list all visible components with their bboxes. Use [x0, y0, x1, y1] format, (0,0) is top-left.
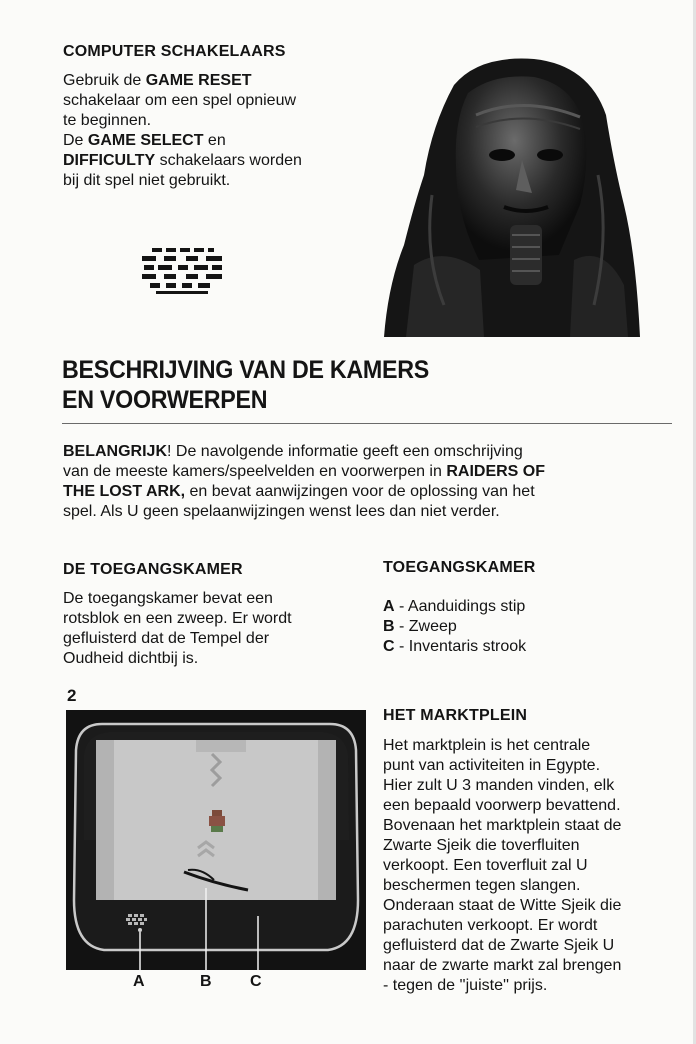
page-number: 2 — [67, 686, 77, 705]
market-line: punt van activiteiten in Egypte. — [383, 757, 601, 774]
switches-heading: COMPUTER SCHAKELAARS — [63, 43, 286, 60]
important-line — [63, 442, 673, 462]
legend-item — [383, 617, 663, 637]
section-title — [62, 355, 508, 415]
screen-label-c: C — [250, 973, 262, 990]
screen-label-b: B — [200, 973, 212, 990]
switches-text-run: bij dit spel niet gebruikt. — [63, 172, 231, 189]
important-notice — [63, 442, 673, 522]
market-line: verkoopt. Een toverfluit zal U — [383, 857, 588, 874]
entrance-line: De toegangskamer bevat een — [63, 590, 273, 607]
entrance-line: rotsblok en een zweep. Er wordt — [63, 610, 292, 627]
switches-text-run: schakelaar om een spel opnieuw — [63, 92, 297, 109]
switches-text-run: schakelaars worden — [155, 152, 302, 169]
important-text-run: en bevat aanwijzingen voor de oplossing van het — [185, 483, 535, 500]
switches-line — [63, 71, 363, 91]
entrance-text — [63, 589, 363, 669]
switches-text-run: DIFFICULTY — [63, 152, 156, 169]
switches-text-run: GAME SELECT — [87, 132, 204, 149]
market-text — [383, 736, 683, 996]
entrance-line: gefluisterd dat de Tempel der — [63, 630, 270, 647]
important-line — [63, 482, 673, 502]
entrance-heading: DE TOEGANGSKAMER — [63, 561, 243, 578]
pharaoh-statue-illustration — [384, 55, 640, 337]
section-title-line1: BESCHRIJVING VAN DE KAMERS — [62, 356, 429, 384]
legend-description: - Zweep — [394, 618, 457, 635]
market-line: gefluisterd dat de Zwarte Sjeik U — [383, 937, 615, 954]
important-text-run: ! De navolgende informatie geeft een omschrijving — [167, 443, 523, 460]
game-screen-illustration — [66, 710, 366, 970]
switches-line — [63, 111, 363, 131]
heading-rule — [62, 423, 672, 424]
market-line: - tegen de ''juiste'' prijs. — [383, 977, 548, 994]
entrance-line: Oudheid dichtbij is. — [63, 650, 199, 667]
legend-list — [383, 597, 663, 657]
market-heading: HET MARKTPLEIN — [383, 707, 528, 724]
legend-heading: TOEGANGSKAMER — [383, 559, 536, 576]
switches-text-run: Gebruik de — [63, 72, 146, 89]
important-text-run: RAIDERS OF — [446, 463, 545, 480]
legend-letter: B — [383, 618, 395, 635]
market-line: een bepaald voorwerp bevattend. — [383, 797, 621, 814]
legend-letter: A — [383, 598, 395, 615]
market-line: Bovenaan het marktplein staat de — [383, 817, 622, 834]
market-line: parachuten verkoopt. Er wordt — [383, 917, 598, 934]
market-line: Het marktplein is het centrale — [383, 737, 591, 754]
emblem-icon — [140, 246, 226, 296]
important-text-run: BELANGRIJK — [63, 443, 168, 460]
switches-text — [63, 71, 363, 191]
screen-label-a: A — [133, 973, 145, 990]
section-title-line2: EN VOORWERPEN — [62, 386, 268, 414]
switches-text-run: en — [203, 132, 226, 149]
market-line: Zwarte Sjeik die toverfluiten — [383, 837, 580, 854]
switches-line — [63, 91, 363, 111]
important-text-run: THE LOST ARK, — [63, 483, 186, 500]
market-line: Onderaan staat de Witte Sjeik die — [383, 897, 622, 914]
switches-line — [63, 131, 363, 151]
switches-text-run: te beginnen. — [63, 112, 152, 129]
legend-description: - Aanduidings stip — [394, 598, 526, 615]
important-text-run: spel. Als U geen spelaanwijzingen wenst lees dan niet verder. — [63, 503, 500, 520]
legend-item — [383, 597, 663, 617]
legend-description: - Inventaris strook — [394, 638, 527, 655]
switches-line — [63, 171, 363, 191]
legend-letter: C — [383, 638, 395, 655]
legend-item — [383, 637, 663, 657]
switches-line — [63, 151, 363, 171]
market-line: naar de zwarte markt zal brengen — [383, 957, 622, 974]
market-line: beschermen tegen slangen. — [383, 877, 581, 894]
important-line — [63, 462, 673, 482]
switches-text-run: GAME RESET — [145, 72, 252, 89]
important-text-run: van de meeste kamers/speelvelden en voorwerpen in — [63, 463, 447, 480]
important-line — [63, 502, 673, 522]
switches-text-run: De — [63, 132, 88, 149]
market-line: Hier zult U 3 manden vinden, elk — [383, 777, 615, 794]
